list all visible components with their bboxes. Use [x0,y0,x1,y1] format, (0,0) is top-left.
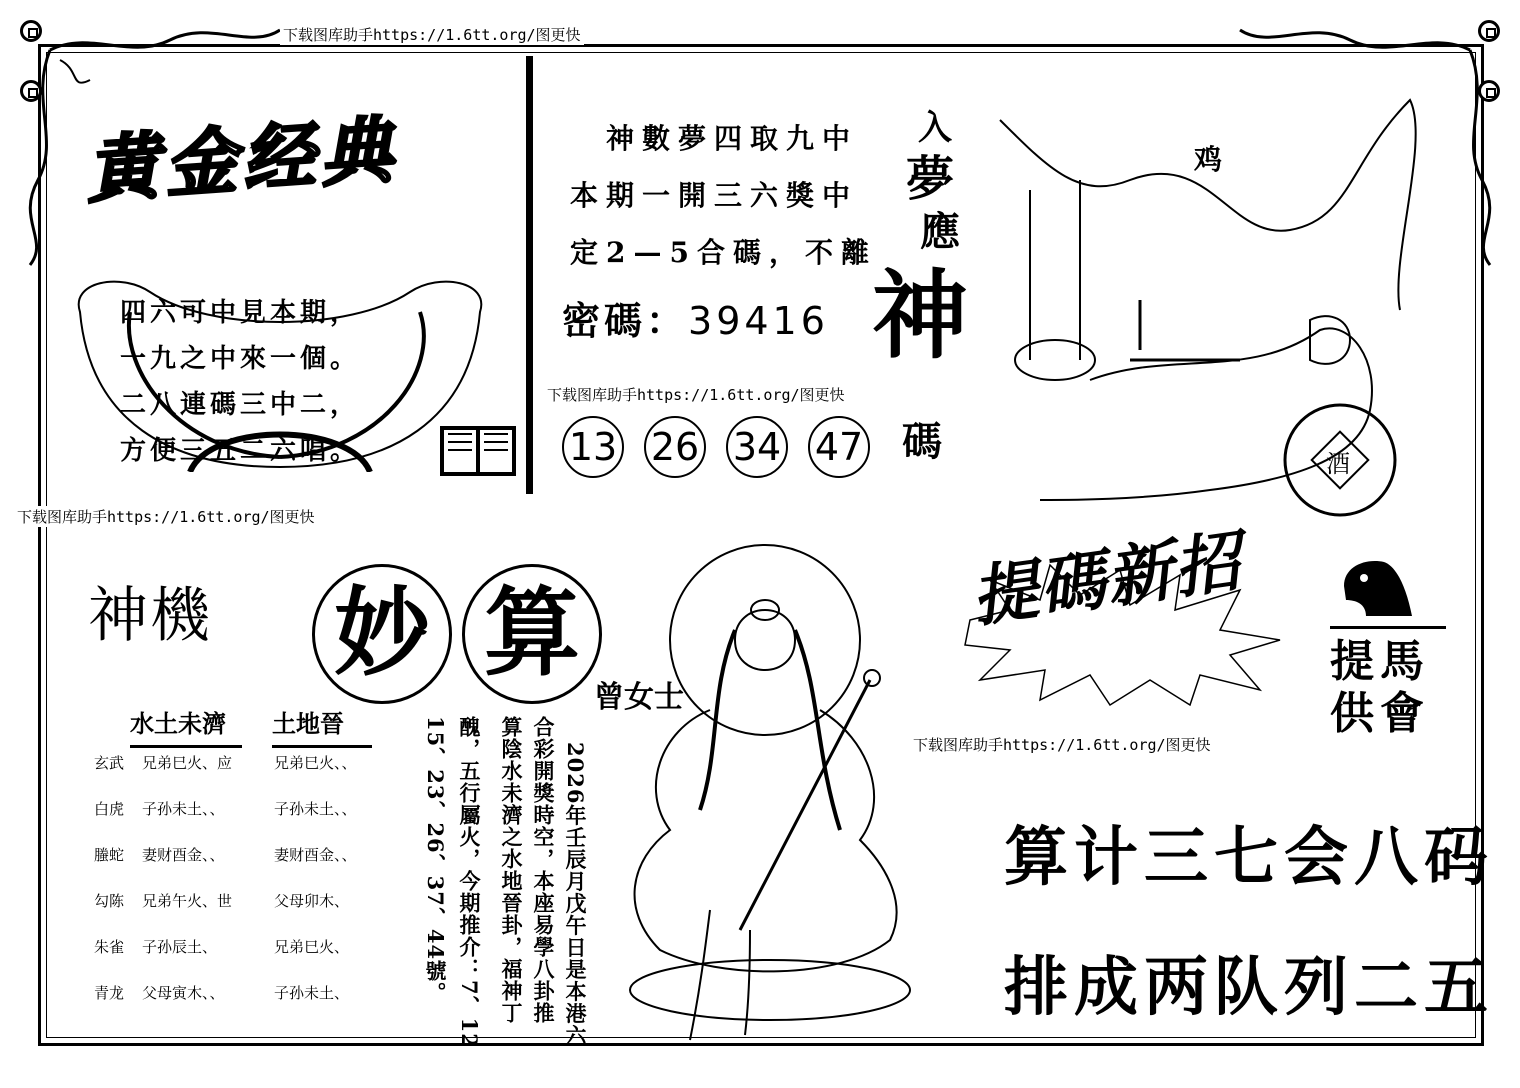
number-ball: 34 [726,416,788,478]
tima-side-char: 馬 [1380,636,1430,687]
dream-char: 入 [918,108,952,148]
suan-circle: 算 [462,564,602,704]
dream-number-lines [570,110,877,281]
dream-char: 夢 [906,151,955,207]
tima-side-char: 供 [1330,688,1380,739]
god-name: 螣蛇 [94,846,125,864]
watermark-middle: 下载图库助手https://1.6tt.org/图更快 [544,384,848,405]
number-ball: 26 [644,416,706,478]
prediction-column: 15、23、26、37、44號。 [423,716,448,1005]
number-ball: 47 [808,416,870,478]
number-ball: 13 [562,416,624,478]
big-shen-char: 神 [872,259,968,372]
col1-cell: 父母寅木、、 [142,984,225,1002]
table-row [94,982,357,1028]
hexagram-table [94,752,357,1028]
table-row [94,798,357,844]
poem-line: 一九之中來一個。 [120,344,361,374]
poem-line: 方便三五二六唱。 [120,436,361,466]
dream-char-bottom: 碼 [902,418,942,465]
rooster-label: 鸡 [1194,143,1223,176]
table-row [94,936,357,982]
seated-goddess-illustration [600,530,920,1050]
table-row [94,890,357,936]
table-row [94,844,357,890]
god-name: 玄武 [94,754,125,772]
col2-cell: 父母卯木、 [274,892,350,910]
dream-line: 本期一開三六獎中 [570,179,859,212]
slogan-line-1: 算计三七会八码 [1004,821,1494,895]
prediction-column: 醜，五行屬火，今期推介：7、12 [457,716,482,1049]
col2-cell: 兄弟巳火、、 [274,754,357,772]
open-book-icon [438,422,518,478]
prediction-column: 算陰水未濟之水地晉卦，福神丁 [499,716,524,1024]
vertical-divider [526,56,533,494]
col2-cell: 子孙未土、、 [274,800,357,818]
poem-line: 四六可中見本期， [120,298,361,328]
god-name: 青龙 [94,984,125,1002]
col1-cell: 兄弟午火、世 [142,892,233,910]
horse-divider [1330,626,1446,629]
col1-cell: 子孙未土、、 [142,800,225,818]
prediction-column: 2026年壬辰月戊午日是本港六 [563,742,588,1047]
dream-line: 定2—5合碼，不離 [570,236,877,269]
golden-classic-title: 黄金经典 [83,106,401,213]
dream-line: 神數夢四取九中 [606,122,859,155]
hexagram-col2-head: 土地晉 [272,704,372,748]
col1-cell: 兄弟巳火、应 [142,754,233,772]
watermark-right: 下载图库助手https://1.6tt.org/图更快 [910,734,1214,755]
tima-side-text [1330,636,1450,740]
god-name: 白虎 [94,800,125,818]
secret-code-label: 密碼： [562,298,689,343]
col1-cell: 妻财酉金、、 [142,846,225,864]
col2-cell: 妻财酉金、、 [274,846,357,864]
miao-circle: 妙 [312,564,452,704]
col2-cell: 子孙未土、 [274,984,350,1002]
table-row [94,752,357,798]
tima-side-char: 提 [1330,636,1380,687]
shenji-title: 神機 [88,581,212,651]
secret-code [562,290,829,345]
tima-title: 提碼新招 [966,522,1247,637]
prediction-column: 合彩開獎時空，本座易學八卦推 [531,716,556,1024]
dream-char: 應 [920,208,960,255]
col2-cell: 兄弟巳火、 [274,938,350,956]
god-name: 勾陈 [94,892,125,910]
golden-poem [120,290,360,474]
col1-cell: 子孙辰土、 [142,938,218,956]
author-name: 曾女士 [594,680,684,715]
secret-code-value: 39416 [688,299,829,343]
horse-head-icon [1336,556,1416,620]
watermark-left: 下载图库助手https://1.6tt.org/图更快 [14,506,318,527]
hexagram-col1-head: 水土未濟 [130,704,242,748]
watermark-top: 下载图库助手https://1.6tt.org/图更快 [280,24,584,45]
god-name: 朱雀 [94,938,125,956]
slogan-line-2: 排成两队列二五 [1004,951,1494,1025]
wine-jar-label: 酒 [1326,450,1350,478]
poem-line: 二八連碼三中二， [120,390,361,420]
tima-side-char: 會 [1380,688,1430,739]
